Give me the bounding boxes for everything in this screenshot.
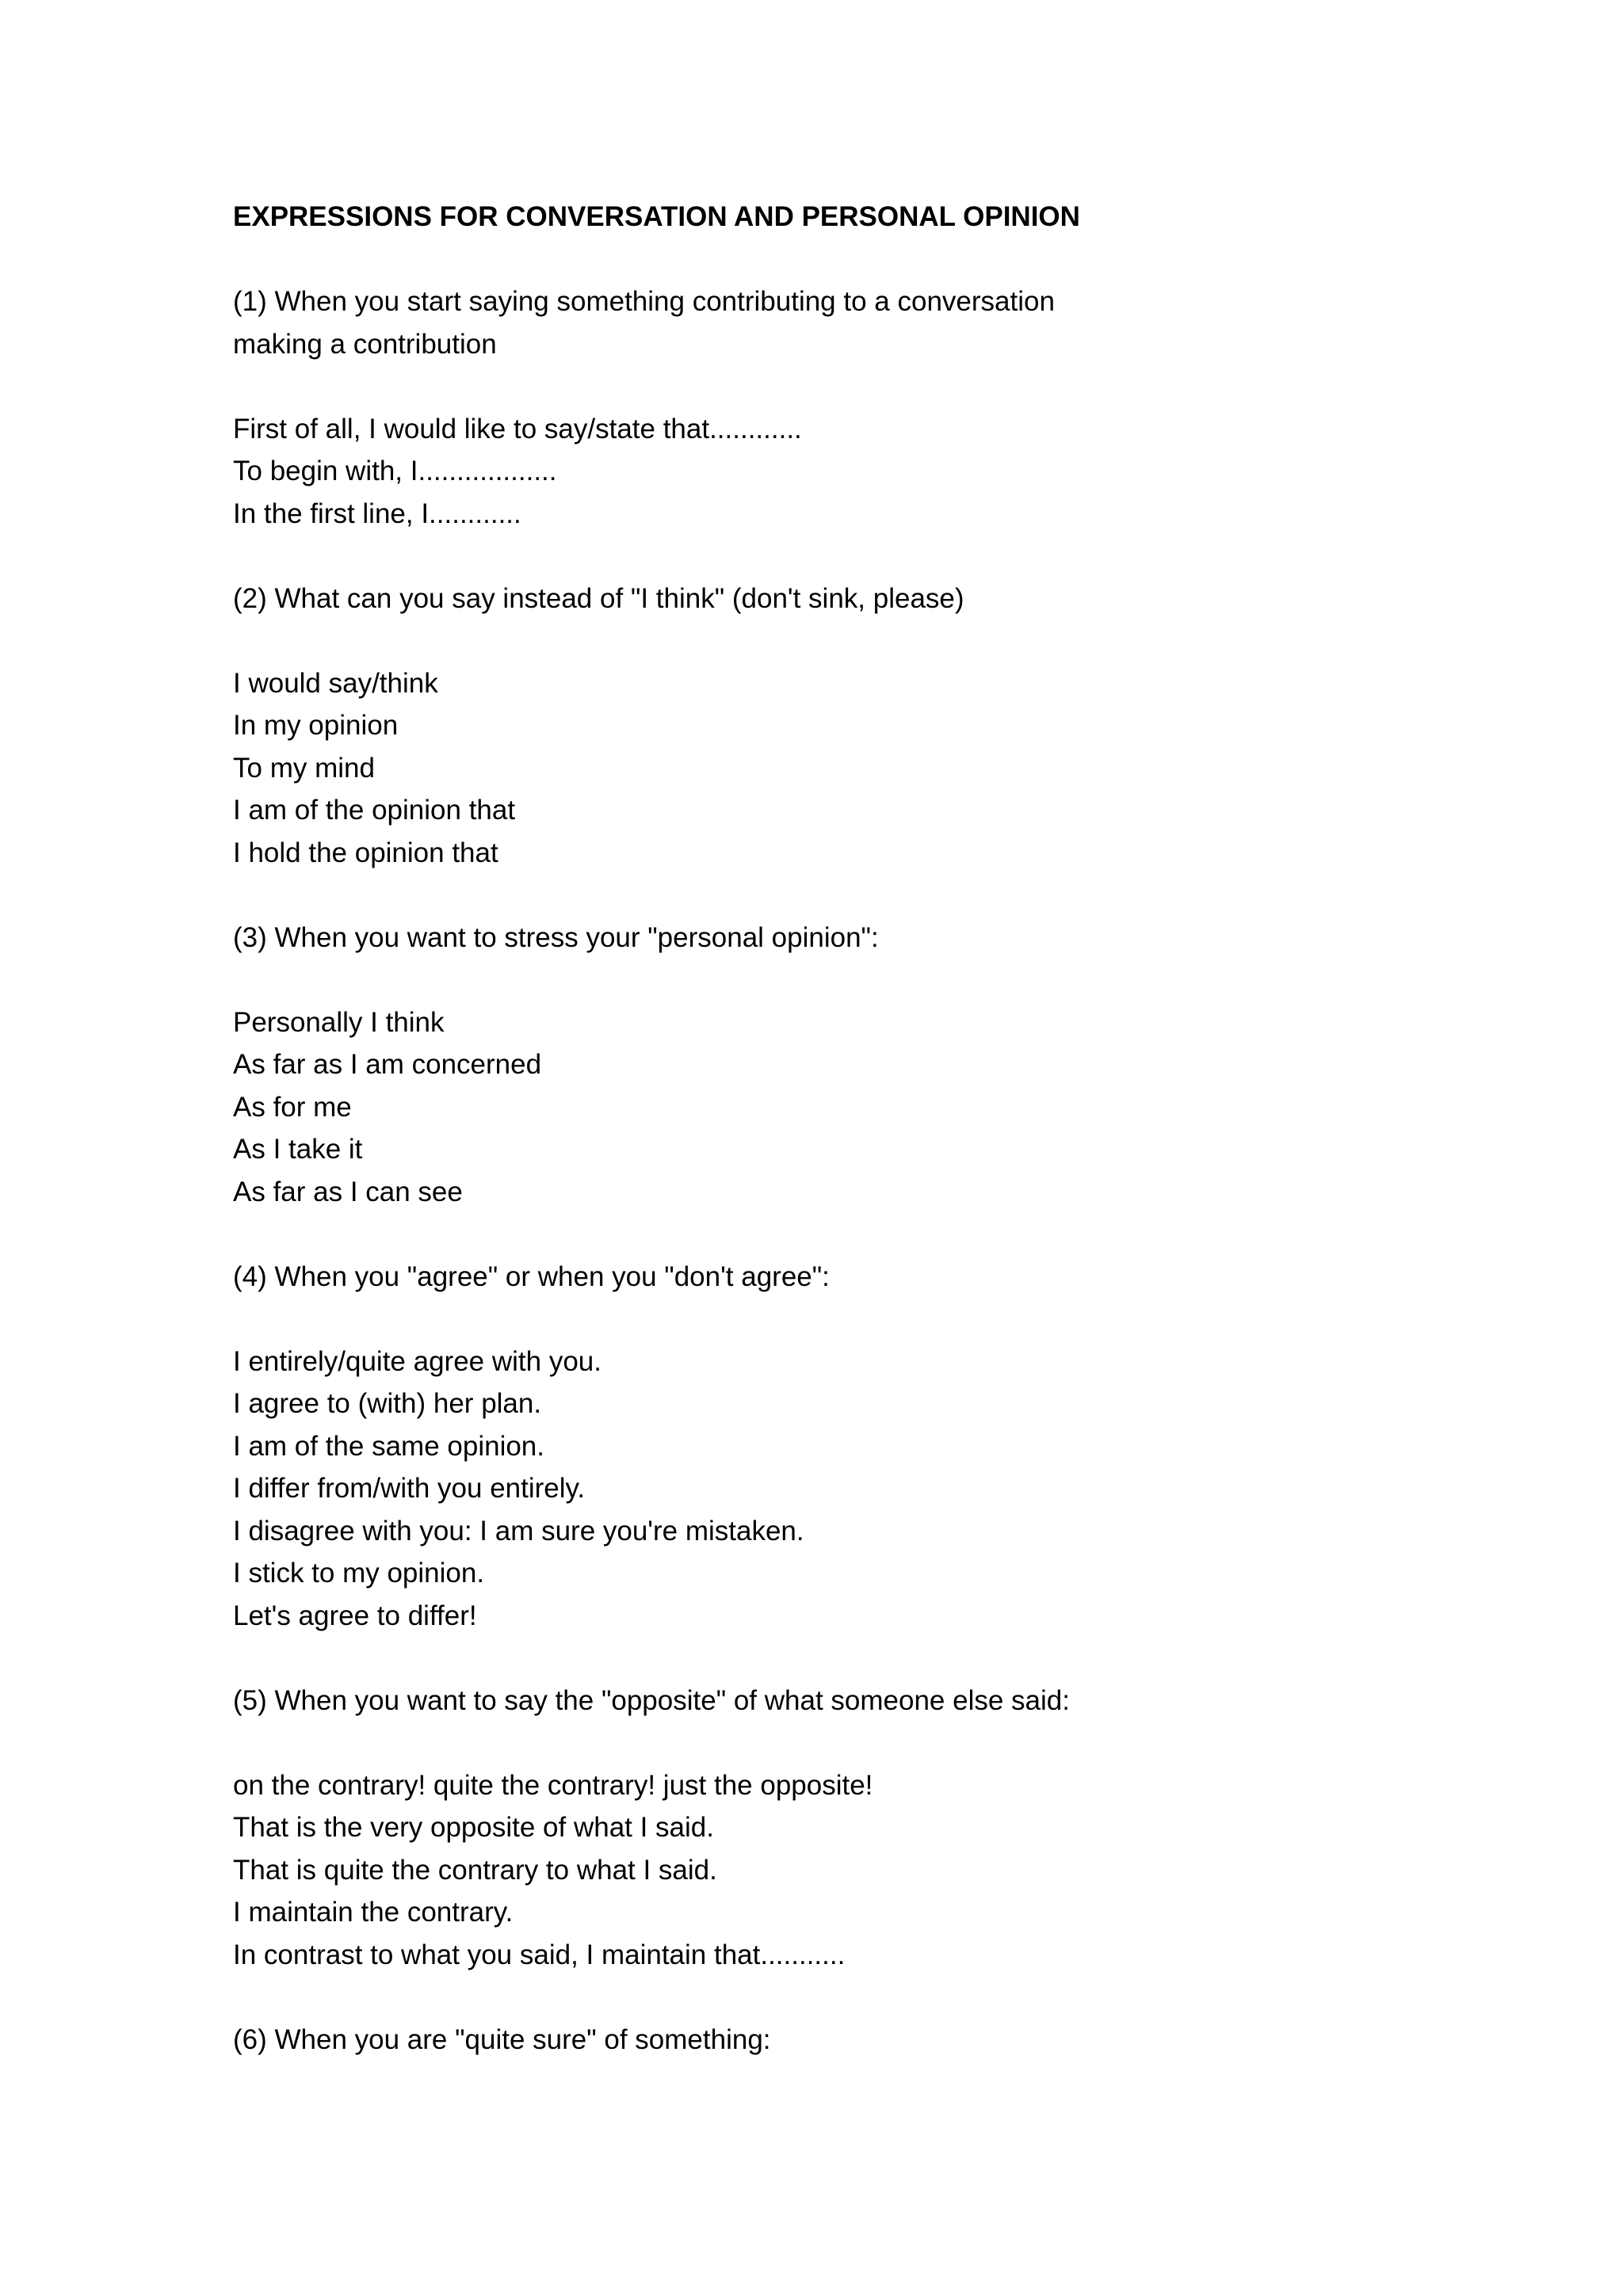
section-1 [233, 280, 1422, 578]
expression-item: Personally I think [233, 1006, 445, 1038]
expression-item: I would say/think [233, 667, 438, 699]
section-5 [233, 1680, 1422, 2019]
expression-item: I differ from/with you entirely. [233, 1473, 586, 1504]
expression-item: I stick to my opinion. [233, 1558, 485, 1589]
section-heading: (5) When you want to say the "opposite" of what someone else said: [233, 1684, 1070, 1716]
section-3 [233, 917, 1422, 1256]
expression-item: To my mind [233, 752, 375, 784]
spacer [233, 1976, 1422, 2019]
document-page [233, 196, 1422, 2061]
expression-item: As for me [233, 1091, 352, 1123]
spacer [233, 1298, 1422, 1341]
expression-item: First of all, I would like to say/state that............ [233, 413, 802, 444]
spacer [233, 959, 1422, 1001]
spacer [233, 620, 1422, 662]
section-4 [233, 1256, 1422, 1680]
document-title: EXPRESSIONS FOR CONVERSATION AND PERSONAL OPINION [233, 201, 1080, 232]
expression-item: I maintain the contrary. [233, 1897, 514, 1928]
section-heading: (6) When you are "quite sure" of something: [233, 2023, 771, 2055]
expression-item: I entirely/quite agree with you. [233, 1345, 601, 1377]
expression-item: In the first line, I............ [233, 498, 521, 529]
expression-item: As far as I am concerned [233, 1049, 542, 1080]
spacer [233, 1213, 1422, 1256]
spacer [233, 1722, 1422, 1764]
expression-item: In contrast to what you said, I maintain that........... [233, 1939, 846, 1970]
section-2 [233, 578, 1422, 917]
expression-item: I am of the same opinion. [233, 1430, 544, 1462]
spacer [233, 365, 1422, 408]
expression-item: I agree to (with) her plan. [233, 1388, 542, 1419]
expression-item: That is the very opposite of what I said. [233, 1812, 714, 1843]
section-heading: making a contribution [233, 328, 497, 360]
expression-item: As far as I can see [233, 1176, 463, 1207]
expression-item: As I take it [233, 1134, 363, 1165]
section-heading: (1) When you start saying something contributing to a conversation [233, 286, 1055, 317]
spacer [233, 535, 1422, 578]
expression-item: I disagree with you: I am sure you're mistaken. [233, 1515, 804, 1547]
section-heading: (2) What can you say instead of "I think" (don't sink, please) [233, 582, 964, 614]
expression-item: I hold the opinion that [233, 837, 498, 868]
expression-item: That is quite the contrary to what I said. [233, 1854, 717, 1886]
spacer [233, 874, 1422, 917]
expression-item: Let's agree to differ! [233, 1600, 477, 1631]
section-heading: (3) When you want to stress your "personal opinion": [233, 921, 879, 953]
section-heading: (4) When you "agree" or when you "don't agree": [233, 1261, 830, 1292]
expression-item: on the contrary! quite the contrary! just the opposite! [233, 1769, 873, 1801]
spacer [233, 238, 1422, 281]
spacer [233, 1637, 1422, 1680]
expression-item: I am of the opinion that [233, 795, 516, 826]
expression-item: To begin with, I.................. [233, 456, 557, 486]
section-6 [233, 2019, 1422, 2061]
expression-item: In my opinion [233, 710, 399, 741]
